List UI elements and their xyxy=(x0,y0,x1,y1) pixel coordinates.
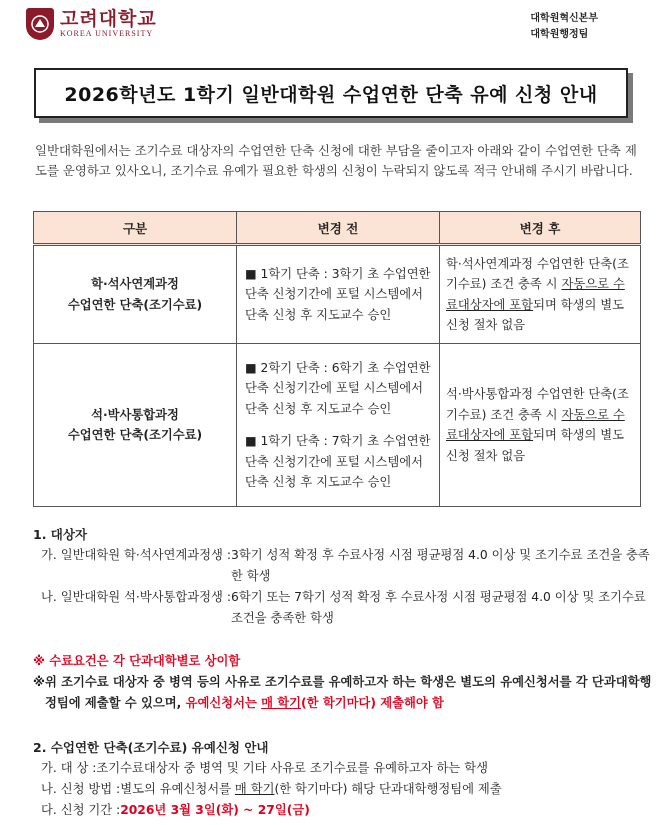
before-cell xyxy=(237,344,440,507)
list-item xyxy=(41,758,653,779)
dept-line-2: 대학원행정팀 xyxy=(530,29,589,40)
section-eligibility xyxy=(33,525,653,629)
section-heading: 2. 수업연한 단축(조기수료) 유예신청 안내 xyxy=(33,740,269,755)
item-text: 6학기 또는 7학기 성적 확정 후 수료사정 시점 평균평점 4.0 이상 및 조기수료 조건을 충족한 학생 xyxy=(231,590,646,625)
list-item xyxy=(41,779,653,800)
item-label: 가. 대 상 : xyxy=(41,761,97,775)
note-text: 위 조기수료 대상자 중 병역 등의 사유로 조기수료를 유예하고자 하는 학생은 별도의 유예신청서를 각 단과대학행정팀에 제출할 수 있으며, xyxy=(44,675,652,710)
after-text: 되며 학생의 별도신청 절차 없음 xyxy=(446,428,625,463)
note-deferral xyxy=(33,672,653,714)
before-item: ■ 1학기 단축 : 3학기 초 수업연한 단축 신청기간에 포털 시스템에서 단축 신청 후 지도교수 승인 xyxy=(245,266,431,322)
section-heading: 1. 대상자 xyxy=(33,527,88,542)
after-underlined-text: 자동으로 수료대상자에 포함 xyxy=(446,407,625,442)
document-header xyxy=(0,0,664,60)
before-item: ■ 2학기 단축 : 6학기 초 수업연한 단축 신청기간에 포털 시스템에서 단축 신청 후 지도교수 승인 xyxy=(245,360,431,416)
logo-english-text: KOREA UNIVERSITY xyxy=(60,29,154,38)
note-emphasis-underlined: 매 학기 xyxy=(261,696,302,710)
logo-korean-text: 고려대학교 xyxy=(60,8,157,30)
page-title: 2026학년도 1학기 일반대학원 수업연한 단축 유예 신청 안내 xyxy=(64,83,598,106)
comparison-table xyxy=(33,211,641,507)
note-emphasis: (한 학기마다) 제출해야 함 xyxy=(301,696,444,710)
item-label: 나. 신청 방법 : xyxy=(41,782,121,796)
item-text: 별도의 유예신청서를 xyxy=(120,782,235,796)
list-item xyxy=(41,545,653,587)
item-text: 3학기 성적 확정 후 수료사정 시점 평균평점 4.0 이상 및 조기수료 조건을 충족한 학생 xyxy=(231,548,650,583)
after-cell xyxy=(440,245,641,344)
after-text: 학·석사연계과정 수업연한 단축(조기수료) 조건 충족 시 xyxy=(446,256,629,291)
university-logo xyxy=(26,8,157,40)
category-cell xyxy=(34,344,237,507)
after-cell xyxy=(440,344,641,507)
header-category: 구분 xyxy=(34,212,237,245)
intro-paragraph: 일반대학원에서는 조기수료 대상자의 수업연한 단축 신청에 대한 부담을 줄이고자 아래와 같이 수업연한 단축 제도를 운영하고 있사오니, 조기수료 유예가 필요한 학생의 신청이 누락되지 않도록 적극 안내해 주시기 바랍니다. xyxy=(35,143,637,178)
category-cell xyxy=(34,245,237,344)
item-text: 조기수료대상자 중 병역 및 기타 사유로 조기수료를 유예하고자 하는 학생 xyxy=(96,761,488,775)
table-row xyxy=(34,344,641,507)
notes-block xyxy=(33,651,653,714)
category-line: 수업연한 단축(조기수료) xyxy=(67,297,203,312)
item-label: 다. 신청 기간 : xyxy=(41,803,121,817)
category-line: 수업연한 단축(조기수료) xyxy=(67,428,203,442)
table-row xyxy=(34,245,641,344)
header-after: 변경 후 xyxy=(440,212,641,245)
before-item: ■ 1학기 단축 : 7학기 초 수업연한 단축 신청기간에 포털 시스템에서 단축 신청 후 지도교수 승인 xyxy=(245,434,431,489)
category-line: 학·석사연계과정 xyxy=(91,277,179,291)
before-cell xyxy=(237,245,440,344)
dept-line-1: 대학원혁신본부 xyxy=(530,13,598,24)
note-mark: ※ xyxy=(33,675,45,689)
note-emphasis: 유예신청서는 xyxy=(185,696,262,710)
item-label: 가. 일반대학원 학·석사연계과정생 : xyxy=(41,548,231,562)
title-box xyxy=(34,68,628,118)
item-text: (한 학기마다) 해당 단과대학행정팀에 제출 xyxy=(274,782,502,796)
crest-icon xyxy=(26,8,54,40)
after-text: 석·박사통합과정 수업연한 단축(조기수료) 조건 충족 시 xyxy=(446,387,629,422)
list-item xyxy=(41,800,653,821)
issuing-department xyxy=(530,11,598,43)
category-line: 석·박사통합과정 xyxy=(91,407,179,422)
item-label: 나. 일반대학원 석·박사통합과정생 : xyxy=(41,590,231,604)
note-requirements: ※ 수료요건은 각 단과대학별로 상이함 xyxy=(33,654,241,668)
header-before: 변경 전 xyxy=(237,212,440,245)
item-underlined-text: 매 학기 xyxy=(234,782,275,796)
section-deferral-guide xyxy=(33,738,653,821)
application-period: 2026년 3월 3일(화) ~ 27일(금) xyxy=(120,803,310,817)
after-underlined-text: 자동으로 수료대상자에 포함 xyxy=(446,277,625,312)
list-item xyxy=(41,587,653,629)
table-header-row xyxy=(34,212,641,245)
after-text: 되며 학생의 별도 신청 절차 없음 xyxy=(446,297,625,332)
